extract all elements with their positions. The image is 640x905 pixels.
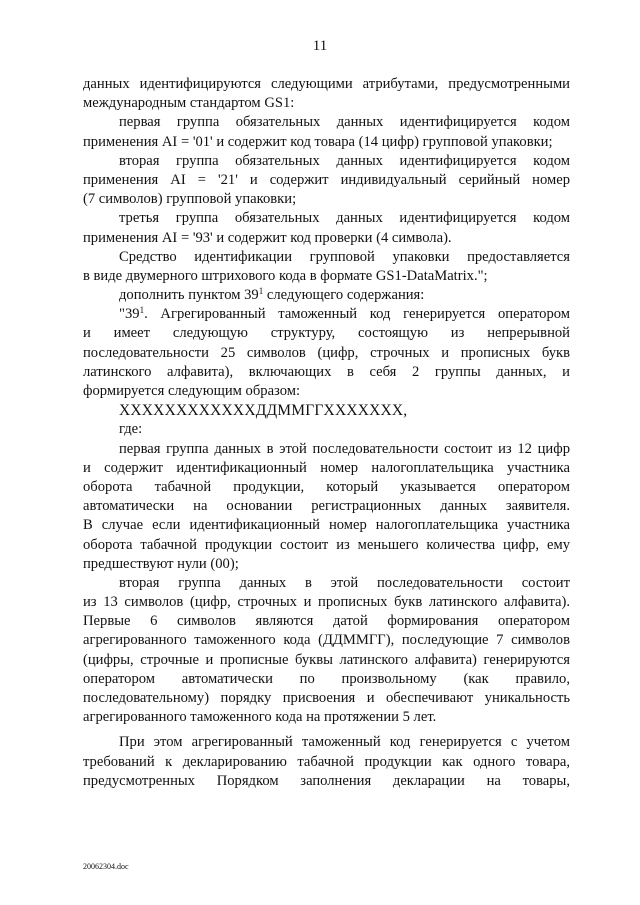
footer-filename: 20062304.doc xyxy=(83,862,129,871)
text-line: применения AI = '93' и содержит код проверки (4 символа). xyxy=(83,229,452,246)
text-line: автоматически на основании регистрационных данных заявителя. xyxy=(83,498,570,515)
text-line: применения AI = '01' и содержит код товара (14 цифр) групповой упаковки; xyxy=(83,133,553,150)
text-line xyxy=(83,305,570,324)
text-line: предшествуют нули (00); xyxy=(83,555,239,572)
text-line: первая группа обязательных данных идентифицируется кодом xyxy=(119,114,570,131)
text-fragment: дополнить пунктом 39 xyxy=(119,287,259,304)
superscript: 1 xyxy=(139,305,145,316)
text-line: предусмотренных Порядком заполнения декларации на товары, xyxy=(83,772,570,789)
text-line: третья группа обязательных данных идентифицируется кодом xyxy=(119,210,570,227)
page-number: 11 xyxy=(312,38,328,54)
text-line: где: xyxy=(119,421,143,438)
text-line: Средство идентификации групповой упаковки предоставляется xyxy=(119,248,570,265)
text-line: из 13 символов (цифр, строчных и прописных букв латинского алфавита). xyxy=(83,594,570,611)
text-line: оборота табачной продукции состоит из меньшего количества цифр, ему xyxy=(83,536,570,553)
text-line: требований к декларированию табачной продукции как одного товара, xyxy=(83,753,570,770)
text-line: данных идентифицируются следующими атрибутами, предусмотренными xyxy=(83,76,570,92)
text-line: в виде двумерного штрихового кода в формате GS1-DataMatrix."; xyxy=(83,267,488,284)
text-line: оператором автоматически по произвольному (как правило, xyxy=(83,670,570,687)
text-line: последовательному) порядку присвоения и обеспечивают уникальность xyxy=(83,690,570,706)
text-line: латинского алфавита), включающих в себя 2 группы данных, и xyxy=(83,363,570,380)
text-line: В случае если идентификационный номер налогоплательщика участника xyxy=(83,517,570,534)
text-fragment: . Агрегированный таможенный код генерируется оператором xyxy=(144,306,570,323)
text-fragment: следующего содержания: xyxy=(266,287,425,304)
text-line: международным стандартом GS1: xyxy=(83,95,295,112)
text-line: (7 символов) групповой упаковки; xyxy=(83,191,297,208)
text-line: и содержит идентификационный номер налогоплательщика участника xyxy=(83,459,570,476)
text-line: При этом агрегированный таможенный код генерируется с учетом xyxy=(119,734,570,751)
text-line: (цифры, строчные и прописные буквы латинского алфавита) генерируются xyxy=(83,651,570,668)
text-line: вторая группа данных в этой последовательности состоит xyxy=(119,574,570,591)
text-line: агрегированного таможенного кода (ДДММГГ), последующие 7 символов xyxy=(83,632,570,649)
text-line: оборота табачной продукции, который указывается оператором xyxy=(83,478,570,495)
superscript: 1 xyxy=(258,286,264,297)
text-fragment: "39 xyxy=(119,306,140,323)
text-line: формируется следующим образом: xyxy=(83,383,301,399)
text-line: применения AI = '21' и содержит индивидуальный серийный номер xyxy=(83,171,570,188)
text-line xyxy=(83,286,570,305)
code-template: ХХХХХХХХХХХХДДММГГХХХХХХХ, xyxy=(119,402,408,420)
text-line: первая группа данных в этой последовательности состоит из 12 цифр xyxy=(119,440,570,457)
text-line: и имеет следующую структуру, состоящую из непрерывной xyxy=(83,325,570,342)
text-line: последовательности 25 символов (цифр, строчных и прописных букв xyxy=(83,344,570,361)
document-body xyxy=(83,75,570,791)
text-line: Первые 6 символов являются датой формирования оператором xyxy=(83,613,570,630)
text-line: агрегированного таможенного кода на протяжении 5 лет. xyxy=(83,709,437,726)
text-line: вторая группа обязательных данных идентифицируется кодом xyxy=(119,152,570,169)
